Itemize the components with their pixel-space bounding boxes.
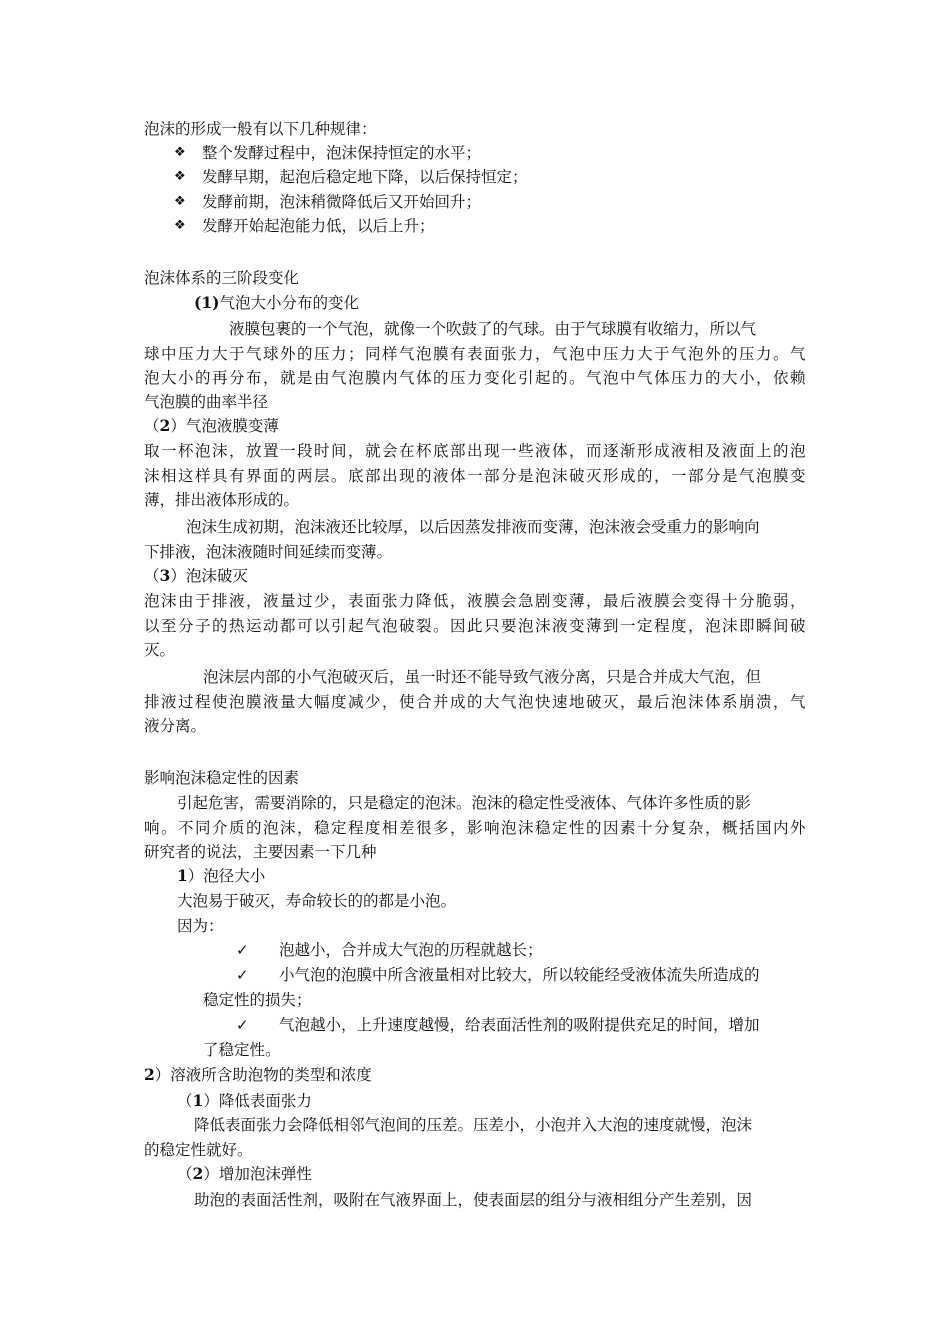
list-item: 发酵开始起泡能力低，以后上升； [202,217,435,235]
paragraph-line: 下排液，泡沫液随时间延续而变薄。 [144,543,393,561]
paragraph-line: 取 一 杯 泡 沫 ， 放 置 一 段 时 间 ， 就 会 在 杯 底 部 出 现 一 些 液 体 ， 而 逐 渐 形 成 液 相 及 液 面 上 的 泡 [144,442,806,460]
because-label: 因为： [177,917,224,935]
subheading-number: 2 [144,1065,155,1084]
paren: （ [177,1165,193,1183]
section-title: 影响泡沫稳定性的因素 [144,769,300,787]
subheading-number: (1) [194,293,220,312]
paragraph-line: 泡沫生成初期，泡沫液还比较厚，以后因蒸发排液而变薄，泡沫液会受重力的影响向 [186,518,760,536]
subheading [144,564,248,588]
subheading-number: 2 [192,1164,204,1183]
list-item: 发酵早期，起泡后稳定地下降，以后保持恒定； [202,168,528,186]
paragraph-line: 的稳定性就好。 [144,1141,253,1159]
paren: （ [144,567,160,585]
paragraph-line: 气泡膜的曲率半径 [144,393,269,411]
paragraph-line: 研究者的说法，主要因素一下几种 [144,843,377,861]
subheading [177,864,265,888]
subheading-number: 1 [192,1091,204,1110]
paragraph-line: 助泡的表面活性剂，吸附在气液界面上，使表面层的组分与液相组分产生差别，因 [194,1191,753,1209]
paragraph-line: 引起危害，需要消除的，只是稳定的泡沫。泡沫的稳定性受液体、气体许多性质的影 [177,794,751,812]
paragraph-line: 球 中 压 力 大 于 气 球 外 的 压 力 ； 同 样 气 泡 膜 有 表 面 张 力 ， 气 泡 中 压 力 大 于 气 泡 外 的 压 力 。 气 [144,345,806,363]
paragraph-line: 以 至 分 子 的 热 运 动 都 可 以 引 起 气 泡 破 裂 。 因 此 只 要 泡 沫 液 变 薄 到 一 定 程 度 ， 泡 沫 即 瞬 间 破 [144,617,806,635]
paragraph-line: 泡 大 小 的 再 分 布 ， 就 是 由 气 泡 膜 内 气 体 的 压 力 变 化 引 起 的 。 气 泡 中 气 体 压 力 的 大 小 ， 依 赖 [144,369,806,387]
paragraph-line: 液分离。 [144,717,207,735]
subheading-text: ）气泡液膜变薄 [170,417,279,435]
subheading-text: 气泡大小分布的变化 [219,294,359,312]
paragraph-line: 排 液 过 程 使 泡 膜 液 量 大 幅 度 减 少 ， 使 合 并 成 的 大 气 泡 快 速 地 破 灭 ， 最 后 泡 沫 体 系 崩 溃 ， 气 [144,693,806,711]
check-item-continuation: 稳定性的损失； [203,991,312,1009]
subheading-text: ）降低表面张力 [203,1092,312,1110]
checkmark-icon: ✓ [236,1016,249,1034]
paren: （ [177,1092,193,1110]
subheading-text: ）溶液所含助泡物的类型和浓度 [154,1066,372,1084]
checkmark-icon: ✓ [236,941,249,959]
sub-subheading [177,1162,312,1186]
paragraph-line: 泡沫层内部的小气泡破灭后，虽一时还不能导致气液分离，只是合并成大气泡，但 [203,668,762,686]
diamond-bullet-icon: ❖ [174,218,186,233]
paragraph-line: 响 。 不 同 介 质 的 泡 沫 ， 稳 定 程 度 相 差 很 多 ， 影 响 泡 沫 稳 定 性 的 因 素 十 分 复 杂 ， 概 括 国 内 外 [144,819,806,837]
paragraph-line: 液膜包裹的一个气泡，就像一个吹鼓了的气球。由于气球膜有收缩力，所以气 [229,320,757,338]
subheading-text: ）泡沫破灭 [170,567,248,585]
paragraph-line: 薄，排出液体形成的。 [144,491,300,509]
section-intro: 泡沫的形成一般有以下几种规律： [144,120,377,138]
check-item-continuation: 了稳定性。 [203,1041,281,1059]
subheading-text: ）增加泡沫弹性 [203,1165,312,1183]
checkmark-icon: ✓ [236,966,249,984]
check-item: 小气泡的泡膜中所含液量相对比较大，所以较能经受液体流失所造成的 [279,966,760,984]
subheading-number: 1 [177,866,188,885]
paragraph-line: 灭。 [144,641,176,659]
subheading-number: 2 [159,416,171,435]
paragraph-line: 降低表面张力会降低相邻气泡间的压差。压差小，小泡并入大泡的速度就慢，泡沫 [194,1116,753,1134]
check-item: 泡越小，合并成大气泡的历程就越长； [279,941,543,959]
check-item: 气泡越小，上升速度越慢，给表面活性剂的吸附提供充足的时间，增加 [279,1016,760,1034]
section-title: 泡沫体系的三阶段变化 [144,269,300,287]
paragraph-line: 大泡易于破灭，寿命较长的的都是小泡。 [177,892,457,910]
diamond-bullet-icon: ❖ [174,169,186,184]
subheading-text: ）泡径大小 [187,867,266,885]
subheading [144,414,279,438]
paren: （ [144,417,160,435]
list-item: 整个发酵过程中，泡沫保持恒定的水平； [202,144,482,162]
paragraph-line: 泡 沫 由 于 排 液 ， 液 量 过 少 ， 表 面 张 力 降 低 ， 液 膜 会 急 剧 变 薄 ， 最 后 液 膜 会 变 得 十 分 脆 弱 ， [144,592,806,610]
subheading [194,291,359,315]
diamond-bullet-icon: ❖ [174,194,186,209]
sub-subheading [177,1089,312,1113]
list-item: 发酵前期，泡沫稍微降低后又开始回升； [202,193,482,211]
diamond-bullet-icon: ❖ [174,145,186,160]
subheading-number: 3 [159,566,171,585]
subheading [144,1063,372,1087]
paragraph-line: 沫 相 这 样 具 有 界 面 的 两 层 。 底 部 出 现 的 液 体 一 部 分 是 泡 沫 破 灭 形 成 的 ， 一 部 分 是 气 泡 膜 变 [144,467,806,485]
